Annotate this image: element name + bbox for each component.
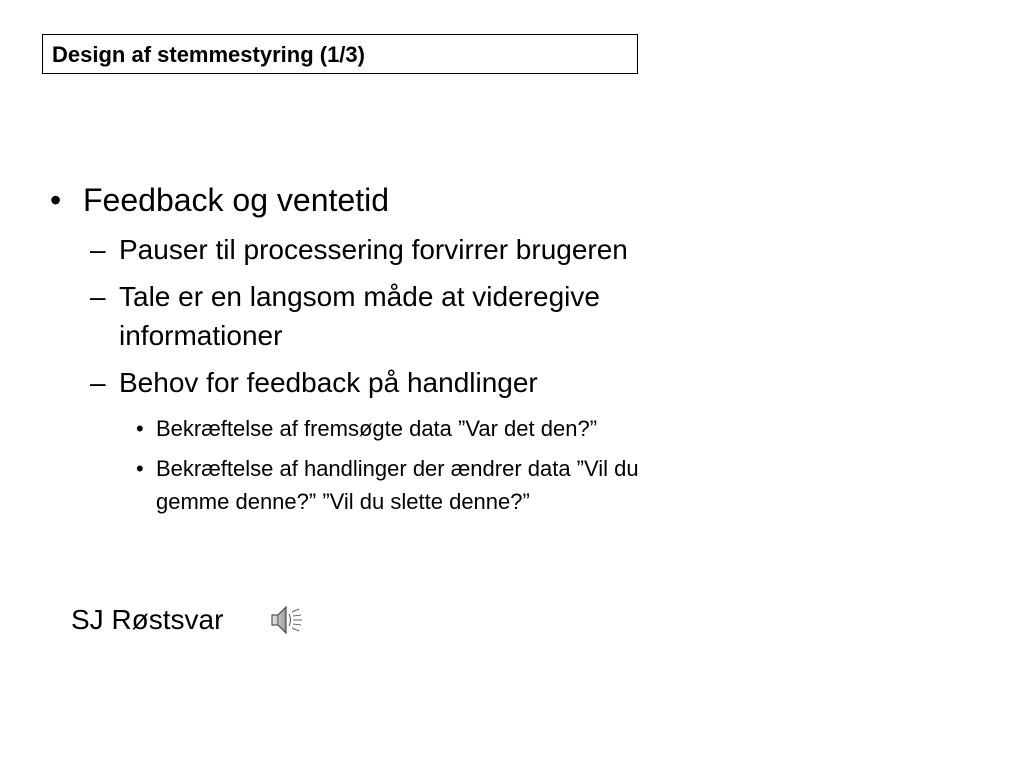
subsubbullet-text-continued: gemme denne?” ”Vil du slette denne?” xyxy=(156,489,530,514)
bullet-text: Feedback og ventetid xyxy=(83,182,389,218)
subbullet-text: Tale er en langsom måde at videregive xyxy=(119,281,600,312)
slide-title-box xyxy=(42,34,638,74)
speaker-sound-icon[interactable] xyxy=(268,602,304,638)
bullet-marker: • xyxy=(50,182,62,218)
bullet-marker: • xyxy=(136,456,144,481)
footer-label: SJ Røstsvar xyxy=(71,604,224,635)
slide-title: Design af stemmestyring (1/3) xyxy=(52,42,365,67)
dash-marker: – xyxy=(90,234,106,265)
subsubbullet-text: Bekræftelse af fremsøgte data ”Var det den?” xyxy=(156,416,598,441)
subbullet-text-continued: informationer xyxy=(119,320,283,351)
dash-marker: – xyxy=(90,281,106,312)
bullet-marker: • xyxy=(136,416,144,441)
speaker-sound-icon-graphic xyxy=(268,602,304,638)
dash-marker: – xyxy=(90,367,106,398)
subbullet-text: Pauser til processering forvirrer brugeren xyxy=(119,234,628,265)
subbullet-text: Behov for feedback på handlinger xyxy=(119,367,538,398)
subsubbullet-text: Bekræftelse af handlinger der ændrer data ”Vil du xyxy=(156,456,639,481)
